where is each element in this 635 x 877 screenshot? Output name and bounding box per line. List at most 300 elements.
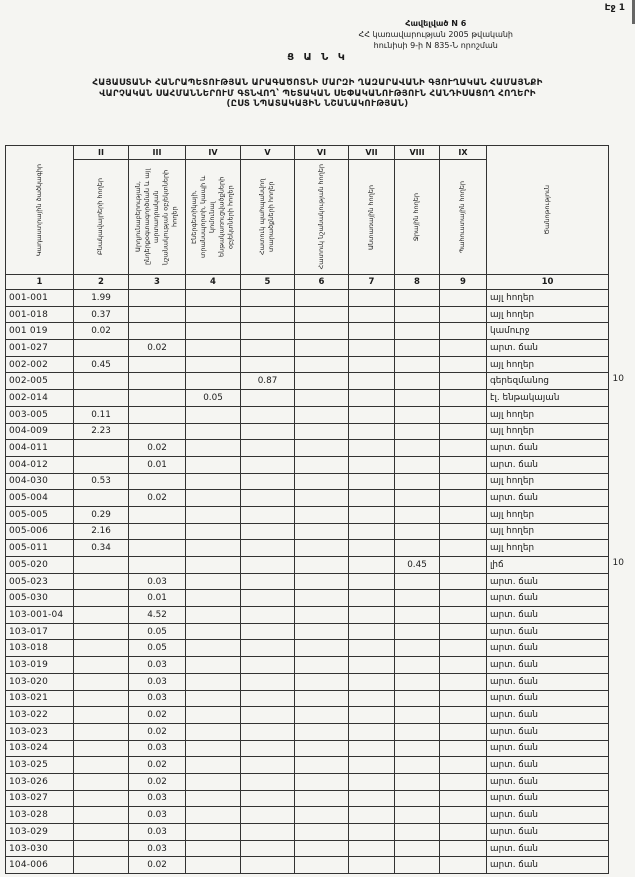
value-cell-col3 bbox=[129, 540, 186, 557]
cadastral-code-cell: 003-005 bbox=[6, 406, 74, 423]
value-cell-col7 bbox=[349, 807, 395, 824]
cadastral-code-cell: 004-011 bbox=[6, 440, 74, 457]
value-cell-col8 bbox=[395, 824, 440, 841]
value-cell-col4 bbox=[186, 423, 241, 440]
value-cell-col8 bbox=[395, 406, 440, 423]
value-cell-col3: 0.03 bbox=[129, 673, 186, 690]
value-cell-col6 bbox=[295, 723, 349, 740]
value-cell-col3: 4.52 bbox=[129, 607, 186, 624]
value-cell-col5 bbox=[241, 757, 295, 774]
value-cell-col5 bbox=[241, 790, 295, 807]
value-cell-col5 bbox=[241, 540, 295, 557]
note-cell: այլ հողեր bbox=[487, 356, 609, 373]
value-cell-col7 bbox=[349, 773, 395, 790]
value-cell-col4 bbox=[186, 640, 241, 657]
title-line-2: ՎԱՐՉԱԿԱՆ ՍԱՀՄԱՆՆԵՐՈՒՄ ԳՏՆՎՈՂ՝ ՊԵՏԱԿԱՆ ՍԵՓԱԿԱՆՈՒԹՅՈՒՆ ՀԱՆԴԻՍԱՑՈՂ ՀՈՂԵՐԻ bbox=[99, 88, 536, 99]
value-cell-col7 bbox=[349, 623, 395, 640]
note-cell: այլ հողեր bbox=[487, 540, 609, 557]
value-cell-col5 bbox=[241, 857, 295, 874]
value-cell-col5 bbox=[241, 623, 295, 640]
cadastral-code-cell: 004-012 bbox=[6, 456, 74, 473]
cadastral-code-cell: 103-022 bbox=[6, 707, 74, 724]
value-cell-col9 bbox=[440, 807, 487, 824]
value-cell-col2 bbox=[74, 557, 129, 574]
value-cell-col6 bbox=[295, 590, 349, 607]
cadastral-code-cell: 103-025 bbox=[6, 757, 74, 774]
value-cell-col7 bbox=[349, 790, 395, 807]
value-cell-col9 bbox=[440, 607, 487, 624]
value-cell-col4 bbox=[186, 573, 241, 590]
table-row bbox=[6, 773, 609, 790]
value-cell-col9 bbox=[440, 723, 487, 740]
value-cell-col6 bbox=[295, 573, 349, 590]
value-cell-col2: 1.99 bbox=[74, 290, 129, 307]
document-title bbox=[0, 78, 635, 110]
cadastral-code-cell: 002-005 bbox=[6, 373, 74, 390]
value-cell-col2: 0.37 bbox=[74, 306, 129, 323]
cadastral-code-cell: 104-006 bbox=[6, 857, 74, 874]
value-cell-col9 bbox=[440, 340, 487, 357]
value-cell-col7 bbox=[349, 540, 395, 557]
value-cell-col9 bbox=[440, 640, 487, 657]
roman-numeral: VII bbox=[349, 146, 394, 160]
value-cell-col7 bbox=[349, 607, 395, 624]
table-row bbox=[6, 590, 609, 607]
note-cell: արտ. ճան bbox=[487, 790, 609, 807]
value-cell-col4 bbox=[186, 356, 241, 373]
value-cell-col8 bbox=[395, 757, 440, 774]
value-cell-col3: 0.05 bbox=[129, 640, 186, 657]
value-cell-col6 bbox=[295, 740, 349, 757]
value-cell-col5 bbox=[241, 673, 295, 690]
value-cell-col2 bbox=[74, 740, 129, 757]
value-cell-col9 bbox=[440, 740, 487, 757]
value-cell-col4 bbox=[186, 673, 241, 690]
value-cell-col3: 0.02 bbox=[129, 857, 186, 874]
value-cell-col3 bbox=[129, 423, 186, 440]
note-cell: արտ. ճան bbox=[487, 490, 609, 507]
value-cell-col3: 0.03 bbox=[129, 740, 186, 757]
cadastral-code-cell: 005-006 bbox=[6, 523, 74, 540]
value-cell-col8 bbox=[395, 306, 440, 323]
value-cell-col5 bbox=[241, 824, 295, 841]
appendix-block bbox=[359, 19, 513, 51]
cadastral-code-cell: 103-023 bbox=[6, 723, 74, 740]
value-cell-col9 bbox=[440, 857, 487, 874]
cadastral-code-cell: 005-020 bbox=[6, 557, 74, 574]
value-cell-col6 bbox=[295, 790, 349, 807]
value-cell-col8 bbox=[395, 723, 440, 740]
table-row bbox=[6, 390, 609, 407]
value-cell-col6 bbox=[295, 607, 349, 624]
value-cell-col4 bbox=[186, 523, 241, 540]
table-row bbox=[6, 490, 609, 507]
value-cell-col2 bbox=[74, 440, 129, 457]
value-cell-col5 bbox=[241, 807, 295, 824]
table-row bbox=[6, 523, 609, 540]
table-row bbox=[6, 657, 609, 674]
value-cell-col5 bbox=[241, 406, 295, 423]
note-cell: լիճ 10 bbox=[487, 557, 609, 574]
note-cell: արտ. ճան bbox=[487, 690, 609, 707]
value-cell-col5 bbox=[241, 523, 295, 540]
value-cell-col2 bbox=[74, 657, 129, 674]
value-cell-col2 bbox=[74, 723, 129, 740]
roman-numeral: VI bbox=[295, 146, 348, 160]
column-header-10 bbox=[487, 146, 609, 275]
value-cell-col3 bbox=[129, 473, 186, 490]
value-cell-col2 bbox=[74, 773, 129, 790]
appendix-title: Հավելված N 6 bbox=[405, 19, 467, 28]
value-cell-col4 bbox=[186, 723, 241, 740]
value-cell-col8 bbox=[395, 440, 440, 457]
column-number: 9 bbox=[440, 275, 487, 290]
value-cell-col7 bbox=[349, 523, 395, 540]
roman-numeral: V bbox=[241, 146, 294, 160]
column-header-4 bbox=[186, 146, 241, 275]
value-cell-col6 bbox=[295, 423, 349, 440]
doc-type-heading: Ց Ա Ն Կ bbox=[287, 52, 348, 63]
cadastral-code-cell: 005-005 bbox=[6, 506, 74, 523]
note-cell: արտ. ճան bbox=[487, 840, 609, 857]
roman-numeral: III bbox=[129, 146, 185, 160]
value-cell-col8 bbox=[395, 707, 440, 724]
value-cell-col5 bbox=[241, 607, 295, 624]
decree-line-1: ՀՀ կառավարության 2005 թվականի bbox=[358, 29, 513, 39]
value-cell-col9 bbox=[440, 373, 487, 390]
cadastral-code-cell: 005-030 bbox=[6, 590, 74, 607]
value-cell-col4 bbox=[186, 607, 241, 624]
page-number: Էջ 1 bbox=[604, 3, 625, 13]
note-cell: էլ. ենթակայան bbox=[487, 390, 609, 407]
note-cell: արտ. ճան bbox=[487, 807, 609, 824]
value-cell-col7 bbox=[349, 707, 395, 724]
value-cell-col3 bbox=[129, 406, 186, 423]
table-row bbox=[6, 290, 609, 307]
table-row bbox=[6, 607, 609, 624]
value-cell-col9 bbox=[440, 773, 487, 790]
note-cell: այլ հողեր bbox=[487, 406, 609, 423]
value-cell-col8 bbox=[395, 623, 440, 640]
value-cell-col7 bbox=[349, 406, 395, 423]
column-header-5 bbox=[241, 146, 295, 275]
table-row bbox=[6, 473, 609, 490]
value-cell-col2 bbox=[74, 790, 129, 807]
value-cell-col9 bbox=[440, 673, 487, 690]
value-cell-col2 bbox=[74, 640, 129, 657]
value-cell-col2 bbox=[74, 573, 129, 590]
value-cell-col2 bbox=[74, 673, 129, 690]
value-cell-col8 bbox=[395, 607, 440, 624]
value-cell-col7 bbox=[349, 690, 395, 707]
note-cell: կամուրջ bbox=[487, 323, 609, 340]
table-row bbox=[6, 573, 609, 590]
value-cell-col7 bbox=[349, 723, 395, 740]
value-cell-col8 bbox=[395, 340, 440, 357]
value-cell-col4: 0.05 bbox=[186, 390, 241, 407]
value-cell-col6 bbox=[295, 473, 349, 490]
value-cell-col2 bbox=[74, 690, 129, 707]
value-cell-col9 bbox=[440, 840, 487, 857]
note-cell: այլ հողեր bbox=[487, 523, 609, 540]
value-cell-col3: 0.05 bbox=[129, 623, 186, 640]
value-cell-col2 bbox=[74, 456, 129, 473]
value-cell-col6 bbox=[295, 640, 349, 657]
value-cell-col5 bbox=[241, 590, 295, 607]
title-line-1: ՀԱՅԱՍՏԱՆԻ ՀԱՆՐԱՊԵՏՈՒԹՅԱՆ ԱՐԱԳԱԾՈՏՆԻ ՄԱՐԶԻ ՂԱԶԱՐԱՎԱՆԻ ԳՅՈՒՂԱԿԱՆ ՀԱՄԱՅՆՔԻ bbox=[92, 78, 543, 88]
value-cell-col2: 0.34 bbox=[74, 540, 129, 557]
cadastral-code-cell: 103-030 bbox=[6, 840, 74, 857]
value-cell-col6 bbox=[295, 523, 349, 540]
value-cell-col8 bbox=[395, 290, 440, 307]
value-cell-col5 bbox=[241, 657, 295, 674]
value-cell-col5 bbox=[241, 690, 295, 707]
value-cell-col7 bbox=[349, 840, 395, 857]
value-cell-col8 bbox=[395, 773, 440, 790]
value-cell-col3: 0.02 bbox=[129, 440, 186, 457]
column-title: Ծանոթություն bbox=[542, 185, 551, 235]
value-cell-col8 bbox=[395, 790, 440, 807]
table-row bbox=[6, 707, 609, 724]
value-cell-col2: 0.29 bbox=[74, 506, 129, 523]
value-cell-col3 bbox=[129, 323, 186, 340]
column-title: Բնակավայրերի հողեր bbox=[96, 178, 105, 256]
value-cell-col2 bbox=[74, 590, 129, 607]
value-cell-col8 bbox=[395, 323, 440, 340]
value-cell-col9 bbox=[440, 356, 487, 373]
note-cell: արտ. ճան bbox=[487, 773, 609, 790]
value-cell-col6 bbox=[295, 623, 349, 640]
table-row bbox=[6, 757, 609, 774]
column-header-1 bbox=[6, 146, 74, 275]
value-cell-col2 bbox=[74, 707, 129, 724]
value-cell-col2: 2.23 bbox=[74, 423, 129, 440]
value-cell-col4 bbox=[186, 857, 241, 874]
value-cell-col5 bbox=[241, 356, 295, 373]
cadastral-code-cell: 001-001 bbox=[6, 290, 74, 307]
value-cell-col8: 0.45 bbox=[395, 557, 440, 574]
value-cell-col9 bbox=[440, 824, 487, 841]
table-row bbox=[6, 807, 609, 824]
cadastral-code-cell: 002-014 bbox=[6, 390, 74, 407]
cadastral-code-cell: 103-001-04 bbox=[6, 607, 74, 624]
value-cell-col4 bbox=[186, 440, 241, 457]
value-cell-col2 bbox=[74, 857, 129, 874]
value-cell-col4 bbox=[186, 824, 241, 841]
value-cell-col6 bbox=[295, 690, 349, 707]
column-header-3 bbox=[129, 146, 186, 275]
note-cell: այլ հողեր bbox=[487, 306, 609, 323]
value-cell-col2: 0.02 bbox=[74, 323, 129, 340]
value-cell-col7 bbox=[349, 340, 395, 357]
value-cell-col3: 0.02 bbox=[129, 707, 186, 724]
value-cell-col4 bbox=[186, 690, 241, 707]
column-number: 10 bbox=[487, 275, 609, 290]
table-row bbox=[6, 824, 609, 841]
column-title: Կադաստրային ծածկագիր bbox=[34, 163, 43, 257]
value-cell-col8 bbox=[395, 356, 440, 373]
value-cell-col4 bbox=[186, 623, 241, 640]
value-cell-col9 bbox=[440, 523, 487, 540]
note-cell: արտ. ճան bbox=[487, 623, 609, 640]
value-cell-col9 bbox=[440, 473, 487, 490]
roman-numeral: IV bbox=[186, 146, 240, 160]
value-cell-col4 bbox=[186, 456, 241, 473]
value-cell-col6 bbox=[295, 390, 349, 407]
value-cell-col8 bbox=[395, 573, 440, 590]
value-cell-col8 bbox=[395, 640, 440, 657]
value-cell-col8 bbox=[395, 506, 440, 523]
value-cell-col3: 0.03 bbox=[129, 690, 186, 707]
value-cell-col6 bbox=[295, 773, 349, 790]
value-cell-col4 bbox=[186, 590, 241, 607]
cadastral-code-cell: 103-021 bbox=[6, 690, 74, 707]
value-cell-col3 bbox=[129, 306, 186, 323]
cadastral-code-cell: 005-023 bbox=[6, 573, 74, 590]
table-row bbox=[6, 406, 609, 423]
value-cell-col8 bbox=[395, 373, 440, 390]
value-cell-col2 bbox=[74, 340, 129, 357]
value-cell-col6 bbox=[295, 306, 349, 323]
value-cell-col2: 0.11 bbox=[74, 406, 129, 423]
column-number: 8 bbox=[395, 275, 440, 290]
value-cell-col5 bbox=[241, 473, 295, 490]
note-cell: այլ հողեր bbox=[487, 423, 609, 440]
value-cell-col3: 0.03 bbox=[129, 824, 186, 841]
table-row bbox=[6, 673, 609, 690]
value-cell-col5 bbox=[241, 723, 295, 740]
value-cell-col3: 0.03 bbox=[129, 807, 186, 824]
value-cell-col4 bbox=[186, 373, 241, 390]
value-cell-col6 bbox=[295, 840, 349, 857]
column-number-row bbox=[6, 275, 609, 290]
cadastral-code-cell: 103-019 bbox=[6, 657, 74, 674]
value-cell-col7 bbox=[349, 857, 395, 874]
value-cell-col3 bbox=[129, 506, 186, 523]
column-title: Արդյունաբերության, ընդերքօգտագործման և այլ արտադրական նշանակության օբյեկտների հողեր bbox=[134, 168, 179, 266]
value-cell-col7 bbox=[349, 757, 395, 774]
table-row bbox=[6, 423, 609, 440]
value-cell-col5: 0.87 bbox=[241, 373, 295, 390]
note-cell: արտ. ճան bbox=[487, 440, 609, 457]
cadastral-code-cell: 103-029 bbox=[6, 824, 74, 841]
value-cell-col6 bbox=[295, 707, 349, 724]
value-cell-col9 bbox=[440, 290, 487, 307]
value-cell-col7 bbox=[349, 640, 395, 657]
cadastral-code-cell: 001 019 bbox=[6, 323, 74, 340]
value-cell-col6 bbox=[295, 406, 349, 423]
column-header-6 bbox=[295, 146, 349, 275]
value-cell-col8 bbox=[395, 473, 440, 490]
table-row bbox=[6, 740, 609, 757]
value-cell-col9 bbox=[440, 490, 487, 507]
note-cell: արտ. ճան bbox=[487, 456, 609, 473]
value-cell-col3 bbox=[129, 390, 186, 407]
value-cell-col7 bbox=[349, 323, 395, 340]
value-cell-col3: 0.03 bbox=[129, 573, 186, 590]
value-cell-col9 bbox=[440, 390, 487, 407]
value-cell-col6 bbox=[295, 290, 349, 307]
value-cell-col2 bbox=[74, 824, 129, 841]
value-cell-col5 bbox=[241, 423, 295, 440]
column-header-9 bbox=[440, 146, 487, 275]
value-cell-col5 bbox=[241, 573, 295, 590]
value-cell-col6 bbox=[295, 490, 349, 507]
value-cell-col9 bbox=[440, 707, 487, 724]
column-number: 2 bbox=[74, 275, 129, 290]
value-cell-col9 bbox=[440, 323, 487, 340]
value-cell-col7 bbox=[349, 657, 395, 674]
value-cell-col4 bbox=[186, 757, 241, 774]
value-cell-col9 bbox=[440, 790, 487, 807]
value-cell-col9 bbox=[440, 657, 487, 674]
value-cell-col8 bbox=[395, 456, 440, 473]
column-title: Հատուկ նշանակության հողեր bbox=[316, 164, 325, 270]
value-cell-col4 bbox=[186, 490, 241, 507]
value-cell-col3 bbox=[129, 356, 186, 373]
table-row bbox=[6, 690, 609, 707]
cadastral-code-cell: 002-002 bbox=[6, 356, 74, 373]
value-cell-col3: 0.03 bbox=[129, 657, 186, 674]
table-row bbox=[6, 373, 609, 390]
value-cell-col8 bbox=[395, 490, 440, 507]
table-row bbox=[6, 640, 609, 657]
value-cell-col4 bbox=[186, 707, 241, 724]
value-cell-col5 bbox=[241, 640, 295, 657]
note-cell: արտ. ճան bbox=[487, 723, 609, 740]
table-row bbox=[6, 840, 609, 857]
value-cell-col4 bbox=[186, 306, 241, 323]
table-header bbox=[6, 146, 609, 290]
value-cell-col5 bbox=[241, 490, 295, 507]
value-cell-col3 bbox=[129, 523, 186, 540]
cadastral-code-cell: 005-004 bbox=[6, 490, 74, 507]
cadastral-code-cell: 001-018 bbox=[6, 306, 74, 323]
value-cell-col2 bbox=[74, 807, 129, 824]
value-cell-col9 bbox=[440, 540, 487, 557]
note-cell: արտ. ճան bbox=[487, 573, 609, 590]
cadastral-code-cell: 103-026 bbox=[6, 773, 74, 790]
value-cell-col4 bbox=[186, 657, 241, 674]
value-cell-col9 bbox=[440, 306, 487, 323]
value-cell-col5 bbox=[241, 707, 295, 724]
value-cell-col7 bbox=[349, 673, 395, 690]
cadastral-code-cell: 103-020 bbox=[6, 673, 74, 690]
value-cell-col9 bbox=[440, 623, 487, 640]
value-cell-col2: 0.45 bbox=[74, 356, 129, 373]
value-cell-col6 bbox=[295, 323, 349, 340]
roman-numeral: IX bbox=[440, 146, 486, 160]
note-cell: արտ. ճան bbox=[487, 590, 609, 607]
value-cell-col3 bbox=[129, 557, 186, 574]
note-cell: արտ. ճան bbox=[487, 607, 609, 624]
value-cell-col5 bbox=[241, 557, 295, 574]
value-cell-col9 bbox=[440, 573, 487, 590]
value-cell-col5 bbox=[241, 456, 295, 473]
cadastral-code-cell: 005-011 bbox=[6, 540, 74, 557]
table-row bbox=[6, 440, 609, 457]
table-row bbox=[6, 456, 609, 473]
column-header-7 bbox=[349, 146, 395, 275]
column-number: 4 bbox=[186, 275, 241, 290]
value-cell-col4 bbox=[186, 790, 241, 807]
note-cell: արտ. ճան bbox=[487, 707, 609, 724]
column-number: 1 bbox=[6, 275, 74, 290]
value-cell-col4 bbox=[186, 473, 241, 490]
value-cell-col8 bbox=[395, 740, 440, 757]
column-header-8 bbox=[395, 146, 440, 275]
value-cell-col2: 2.16 bbox=[74, 523, 129, 540]
